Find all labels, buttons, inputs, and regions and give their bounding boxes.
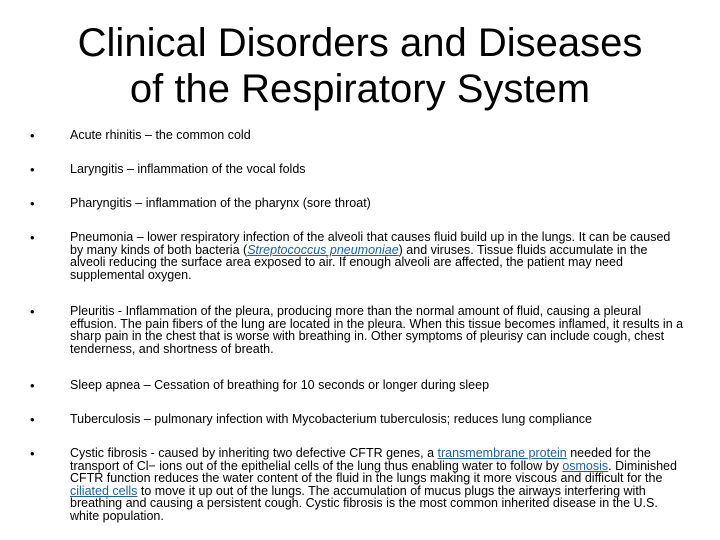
bullet-icon: • [30, 446, 35, 461]
item-text-pneumonia [70, 231, 685, 281]
bullet-icon: • [30, 412, 35, 427]
bullet-icon: • [30, 304, 35, 319]
transmembrane-protein-link[interactable]: transmembrane protein [437, 446, 567, 460]
item-text-laryngitis: Laryngitis – inflammation of the vocal folds [70, 162, 306, 176]
item-text-pharyngitis: Pharyngitis – inflammation of the pharynx (sore throat) [70, 196, 371, 210]
pneumonia-text-part-1: Pneumonia – lower respiratory infection of the alveoli that causes fluid build up in the lungs. It can be caused by many kinds of both bacteria ( [70, 230, 671, 257]
osmosis-link[interactable]: osmosis [562, 458, 609, 473]
bullet-icon: • [30, 378, 35, 393]
page-title [0, 20, 720, 112]
bullet-icon: • [30, 230, 35, 245]
cf-text-part-4: to move it up out of the lungs. The accumulation of mucus plugs the airways interfering with breathing and causing a persistent cough. Cystic fibrosis is the most common inherited disease in the U.S. white population. [70, 483, 658, 523]
item-text-tuberculosis: Tuberculosis – pulmonary infection with Mycobacterium tuberculosis; reduces lung compliance [70, 412, 593, 426]
ciliated-cells-link[interactable]: ciliated cells [70, 483, 138, 498]
pneumonia-text-part-2: ) and viruses. Tissue fluids accumulate in the alveoli reducing the surface area exposed to air. If enough alveoli are affected, the patient may need supplemental oxygen. [70, 242, 648, 282]
item-text-sleep-apnea: Sleep apnea – Cessation of breathing for 10 seconds or longer during sleep [70, 378, 490, 392]
page-title-line-1: Clinical Disorders and Diseases [77, 21, 643, 65]
item-text-cystic-fibrosis [70, 447, 685, 522]
page-title-line-2: of the Respiratory System [129, 67, 591, 111]
cf-text-part-3: . Diminished CFTR function reduces the water content of the fluid in the lungs making it more viscous and difficult for the [70, 458, 677, 485]
cf-text-part-2: needed for the transport of Cl− ions out of the epithelial cells of the lung thus enabling water to follow by [70, 446, 651, 473]
bullet-icon: • [30, 196, 35, 211]
item-text-rhinitis: Acute rhinitis – the common cold [70, 128, 251, 142]
bullet-icon: • [30, 162, 35, 177]
bullet-icon: • [30, 128, 35, 143]
cf-text-part-1: Cystic fibrosis - caused by inheriting two defective CFTR genes, a [70, 446, 438, 460]
item-text-pleuritis: Pleuritis - Inflammation of the pleura, producing more than the normal amount of fluid, causing a pleural effusion. The pain fibers of the lung are located in the pleura. When this tissue becomes inflamed, it results in a sharp pain in the chest that is worse with breathing in. Other symptoms of pleurisy can include cough, chest tenderness, and shortness of breath. [70, 304, 684, 356]
streptococcus-link-label: Streptococcus pneumoniae [247, 242, 399, 257]
